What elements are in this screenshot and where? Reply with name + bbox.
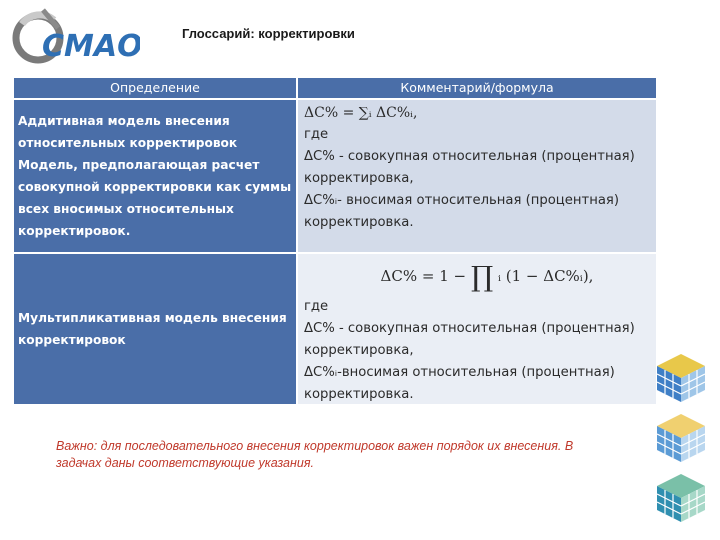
comment-line: ΔC%ᵢ- вносимая относительная (процентная): [304, 193, 619, 208]
definition-line: корректировок: [18, 333, 126, 347]
definition-line: Аддитивная модель внесения: [18, 114, 230, 128]
comment-line: где: [304, 127, 329, 142]
definition-line: всех вносимых относительных: [18, 202, 234, 216]
cube-image: [655, 412, 707, 464]
formula: ΔC% = ∑ᵢ ΔC%ᵢ,: [304, 105, 418, 121]
table-row: [14, 254, 656, 406]
product-operator: ∏: [470, 260, 494, 293]
table-header: [14, 78, 656, 100]
definition-line: относительных корректировок: [18, 136, 238, 150]
comment-line: корректировка.: [304, 387, 414, 402]
formula: [304, 256, 650, 296]
definition-line: совокупной корректировки как суммы: [18, 180, 292, 194]
glossary-table: [14, 78, 656, 406]
important-note: Важно: для последовательного внесения корректировок важен порядок их внесения. В задачах даны соответствующие указания.: [56, 439, 574, 470]
comment-cell: [298, 100, 656, 252]
comment-line: ΔC%ᵢ-вносимая относительная (процентная): [304, 365, 615, 380]
column-header-comment: Комментарий/формула: [298, 78, 656, 98]
column-header-definition: Определение: [14, 78, 296, 98]
formula-lhs: ΔC% = 1 −: [380, 267, 467, 285]
comment-cell: [298, 254, 656, 404]
comment-line: где: [304, 299, 329, 314]
definition-line: Модель, предполагающая расчет: [18, 158, 260, 172]
comment-line: ΔC% - совокупная относительная (процентная): [304, 149, 635, 164]
comment-line: корректировка,: [304, 171, 414, 186]
cube-image: [655, 352, 707, 404]
table-row: [14, 100, 656, 254]
definition-cell: [14, 254, 296, 404]
definition-line: Мультипликативная модель внесения: [18, 311, 287, 325]
definition-cell: [14, 100, 296, 252]
definition-line: корректировок.: [18, 224, 131, 238]
comment-line: корректировка.: [304, 215, 414, 230]
smao-logo: [10, 4, 140, 68]
comment-line: корректировка,: [304, 343, 414, 358]
comment-line: ΔC% - совокупная относительная (процентная): [304, 321, 635, 336]
logo-text: СМАО: [42, 29, 140, 64]
formula-rhs: ᵢ (1 − ΔC%ᵢ),: [497, 267, 594, 285]
cube-image: [655, 472, 707, 524]
page-title: Глоссарий: корректировки: [182, 26, 355, 41]
